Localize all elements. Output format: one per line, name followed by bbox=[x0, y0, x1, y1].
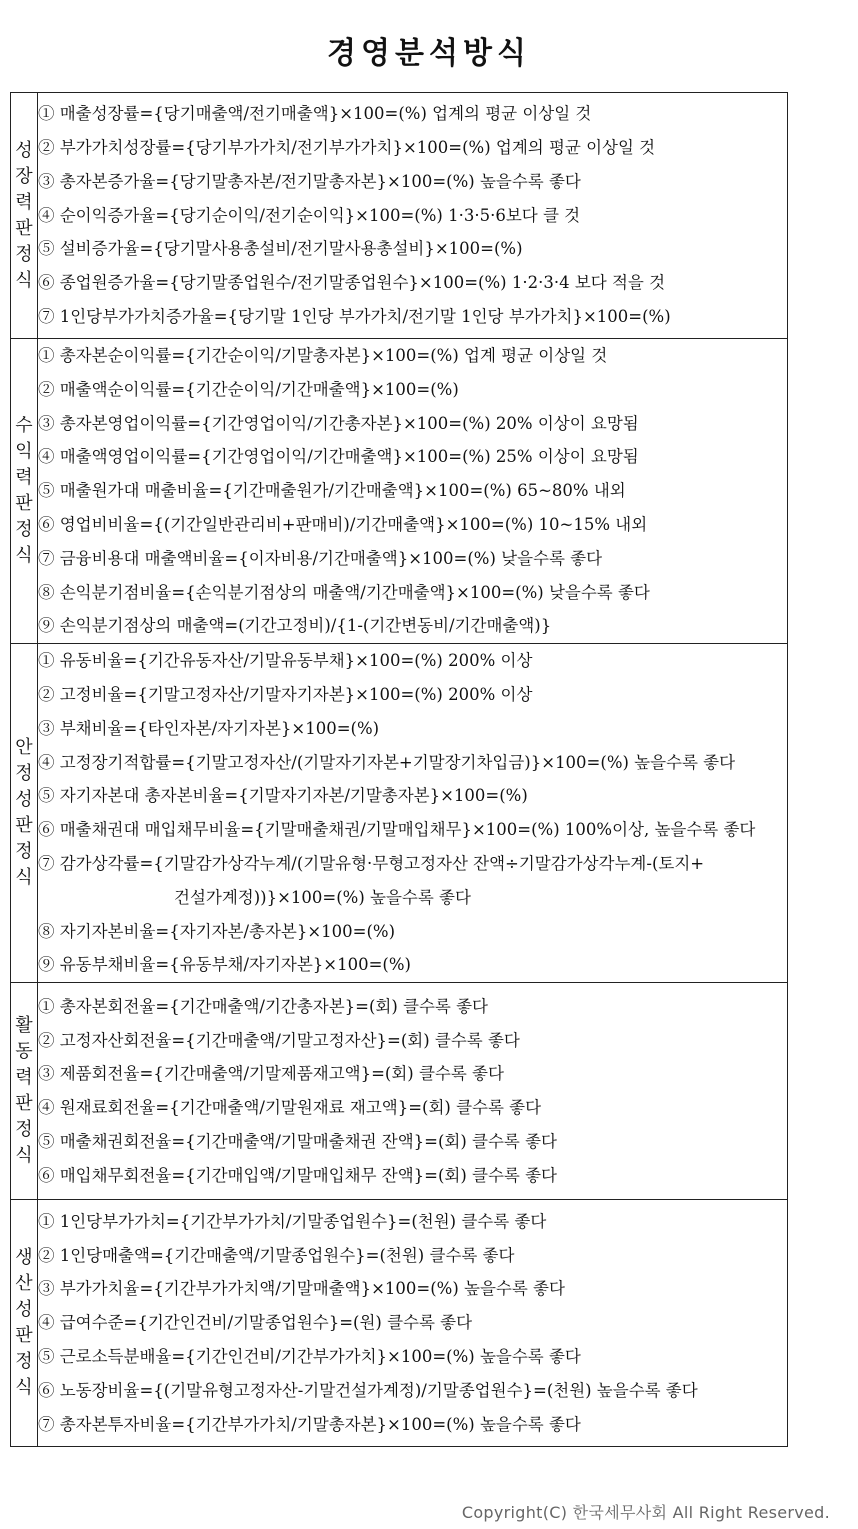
category-cell bbox=[11, 1200, 38, 1447]
category-char: 식 bbox=[15, 1377, 33, 1399]
formula-row: ⑥ 매입채무회전율={기간매입액/기말매입채무 잔액}=(회) 클수록 좋다 bbox=[38, 1165, 557, 1185]
category-char: 식 bbox=[15, 545, 33, 567]
items-cell bbox=[38, 93, 788, 339]
category-char: 장 bbox=[15, 165, 33, 187]
section-productivity bbox=[11, 1200, 788, 1447]
category-char: 판 bbox=[15, 1325, 33, 1347]
category-cell bbox=[11, 93, 38, 339]
formula-row: ⑧ 자기자본비율={자기자본/총자본}×100=(%) bbox=[38, 921, 396, 941]
formula-row: ⑤ 매출채권회전율={기간매출액/기말매출채권 잔액}=(회) 클수록 좋다 bbox=[38, 1131, 557, 1151]
document-title: 경영분석방식 bbox=[327, 36, 531, 71]
formula-row: ⑦ 총자본투자비율={기간부가가치/기말총자본}×100=(%) 높을수록 좋다 bbox=[38, 1414, 581, 1434]
category-char: 판 bbox=[15, 1093, 33, 1115]
section-profitability bbox=[11, 339, 788, 644]
items-cell bbox=[38, 983, 788, 1200]
category-cell bbox=[11, 339, 38, 644]
category-label bbox=[11, 413, 37, 569]
category-label bbox=[11, 1245, 37, 1401]
formula-row: ① 총자본회전율={기간매출액/기간총자본}=(회) 클수록 좋다 bbox=[38, 996, 488, 1016]
formula-row: ① 총자본순이익률={기간순이익/기말총자본}×100=(%) 업계 평균 이상일 것 bbox=[38, 346, 608, 365]
items-cell bbox=[38, 644, 788, 983]
category-char: 식 bbox=[15, 867, 33, 889]
category-char: 익 bbox=[15, 441, 33, 463]
section-activity bbox=[11, 983, 788, 1200]
formula-row: ⑥ 매출채권대 매입채무비율={기말매출채권/기말매입채무}×100=(%) 100%이상, 높을수록 좋다 bbox=[38, 820, 756, 840]
formula-row: ① 1인당부가가치={기간부가가치/기말종업원수}=(천원) 클수록 좋다 bbox=[38, 1211, 547, 1231]
formula-row: ④ 고정장기적합률={기말고정자산/(기말자기자본+기말장기차입금)}×100=(%) 높을수록 좋다 bbox=[38, 752, 736, 772]
formula-row: ⑤ 매출원가대 매출비율={기간매출원가/기간매출액}×100=(%) 65~80% 내외 bbox=[38, 481, 626, 501]
section-stability bbox=[11, 644, 788, 983]
category-char: 정 bbox=[15, 841, 33, 863]
formula-row: ⑤ 설비증가율={당기말사용총설비/전기말사용총설비}×100=(%) bbox=[38, 239, 523, 259]
formula-row: ⑤ 자기자본대 총자본비율={기말자기자본/기말총자본}×100=(%) bbox=[38, 786, 528, 806]
formula-row: ② 1인당매출액={기간매출액/기말종업원수}=(천원) 클수록 좋다 bbox=[38, 1245, 515, 1265]
formula-row: ⑨ 유동부채비율={유동부채/자기자본}×100=(%) bbox=[38, 955, 411, 975]
formula-row: ④ 원재료회전율={기간매출액/기말원재료 재고액}=(회) 클수록 좋다 bbox=[38, 1098, 542, 1118]
formula-row: ③ 총자본영업이익률={기간영업이익/기간총자본}×100=(%) 20% 이상이 요망됨 bbox=[38, 413, 639, 433]
category-char: 력 bbox=[15, 467, 33, 489]
section-growth bbox=[11, 93, 788, 339]
category-char: 수 bbox=[15, 415, 33, 437]
formula-row: ⑥ 영업비비율={(기간일반관리비+판매비)/기간매출액}×100=(%) 10~15% 내외 bbox=[38, 514, 648, 534]
formula-row-continuation: 건설가계정))}×100=(%) 높을수록 좋다 bbox=[174, 887, 471, 907]
formula-row: ⑦ 금융비용대 매출액비율={이자비용/기간매출액}×100=(%) 낮을수록 좋다 bbox=[38, 548, 603, 568]
category-char: 판 bbox=[15, 217, 33, 239]
formula-row: ⑥ 종업원증가율={당기말종업원수/전기말종업원수}×100=(%) 1·2·3·4 보다 적을 것 bbox=[38, 273, 666, 293]
category-char: 판 bbox=[15, 815, 33, 837]
formula-row: ② 고정자산회전율={기간매출액/기말고정자산}=(회) 클수록 좋다 bbox=[38, 1030, 520, 1050]
formula-row: ③ 부채비율={타인자본/자기자본}×100=(%) bbox=[38, 718, 380, 738]
formula-table bbox=[10, 92, 788, 1447]
formula-row: ④ 급여수준={기간인건비/기말종업원수}=(원) 클수록 좋다 bbox=[38, 1313, 473, 1333]
category-cell bbox=[11, 983, 38, 1200]
formula-row: ⑥ 노동장비율={(기말유형고정자산-기말건설가계정)/기말종업원수}=(천원) 높을수록 좋다 bbox=[38, 1380, 698, 1400]
formula-row: ③ 총자본증가율={당기말총자본/전기말총자본}×100=(%) 높을수록 좋다 bbox=[38, 171, 581, 191]
category-char: 정 bbox=[15, 243, 33, 265]
category-char: 정 bbox=[15, 1119, 33, 1141]
formula-row: ③ 제품회전율={기간매출액/기말제품재고액}=(회) 클수록 좋다 bbox=[38, 1064, 504, 1084]
category-char: 정 bbox=[15, 1351, 33, 1373]
formula-row: ⑦ 1인당부가가치증가율={당기말 1인당 부가가치/전기말 1인당 부가가치}×100=(%) bbox=[38, 306, 671, 326]
category-char: 산 bbox=[15, 1273, 33, 1295]
category-char: 력 bbox=[15, 1067, 33, 1089]
formula-row: ④ 순이익증가율={당기순이익/전기순이익}×100=(%) 1·3·5·6보다 클 것 bbox=[38, 205, 581, 225]
category-char: 식 bbox=[15, 269, 33, 291]
category-label bbox=[11, 735, 37, 891]
category-char: 동 bbox=[15, 1041, 33, 1063]
formula-row: ⑨ 손익분기점상의 매출액=(기간고정비)/{1-(기간변동비/기간매출액)} bbox=[38, 616, 552, 636]
category-char: 력 bbox=[15, 191, 33, 213]
category-char: 성 bbox=[15, 139, 33, 161]
formula-row: ① 유동비율={기간유동자산/기말유동부채}×100=(%) 200% 이상 bbox=[38, 651, 533, 671]
formula-row: ② 고정비율={기말고정자산/기말자기자본}×100=(%) 200% 이상 bbox=[38, 684, 533, 704]
category-char: 식 bbox=[15, 1145, 33, 1167]
formula-row: ② 부가가치성장률={당기부가가치/전기부가가치}×100=(%) 업계의 평균 이상일 것 bbox=[38, 138, 656, 157]
category-cell bbox=[11, 644, 38, 983]
formula-row: ① 매출성장률={당기매출액/전기매출액}×100=(%) 업계의 평균 이상일 것 bbox=[38, 104, 592, 124]
category-char: 정 bbox=[15, 519, 33, 541]
category-label bbox=[11, 138, 37, 294]
category-char: 안 bbox=[15, 737, 33, 759]
items-cell bbox=[38, 339, 788, 644]
category-char: 성 bbox=[15, 789, 33, 811]
copyright-footer: Copyright(C) 한국세무사회 All Right Reserved. bbox=[461, 1503, 830, 1522]
formula-row: ④ 매출액영업이익률={기간영업이익/기간매출액}×100=(%) 25% 이상이 요망됨 bbox=[38, 447, 639, 467]
items-cell bbox=[38, 1200, 788, 1447]
formula-row: ② 매출액순이익률={기간순이익/기간매출액}×100=(%) bbox=[38, 379, 459, 399]
category-char: 판 bbox=[15, 493, 33, 515]
formula-row: ⑤ 근로소득분배율={기간인건비/기간부가가치}×100=(%) 높을수록 좋다 bbox=[38, 1347, 581, 1367]
formula-row: ⑧ 손익분기점비율={손익분기점상의 매출액/기간매출액}×100=(%) 낮을수록 좋다 bbox=[38, 582, 650, 602]
category-char: 성 bbox=[15, 1299, 33, 1321]
category-char: 생 bbox=[15, 1247, 33, 1269]
category-char: 활 bbox=[15, 1015, 33, 1037]
category-char: 정 bbox=[15, 763, 33, 785]
formula-row: ③ 부가가치율={기간부가가치액/기말매출액}×100=(%) 높을수록 좋다 bbox=[38, 1279, 565, 1299]
formula-row: ⑦ 감가상각률={기말감가상각누계/(기말유형·무형고정자산 잔액÷기말감가상각누계-(토지+ bbox=[38, 853, 705, 873]
category-label bbox=[11, 1013, 37, 1169]
